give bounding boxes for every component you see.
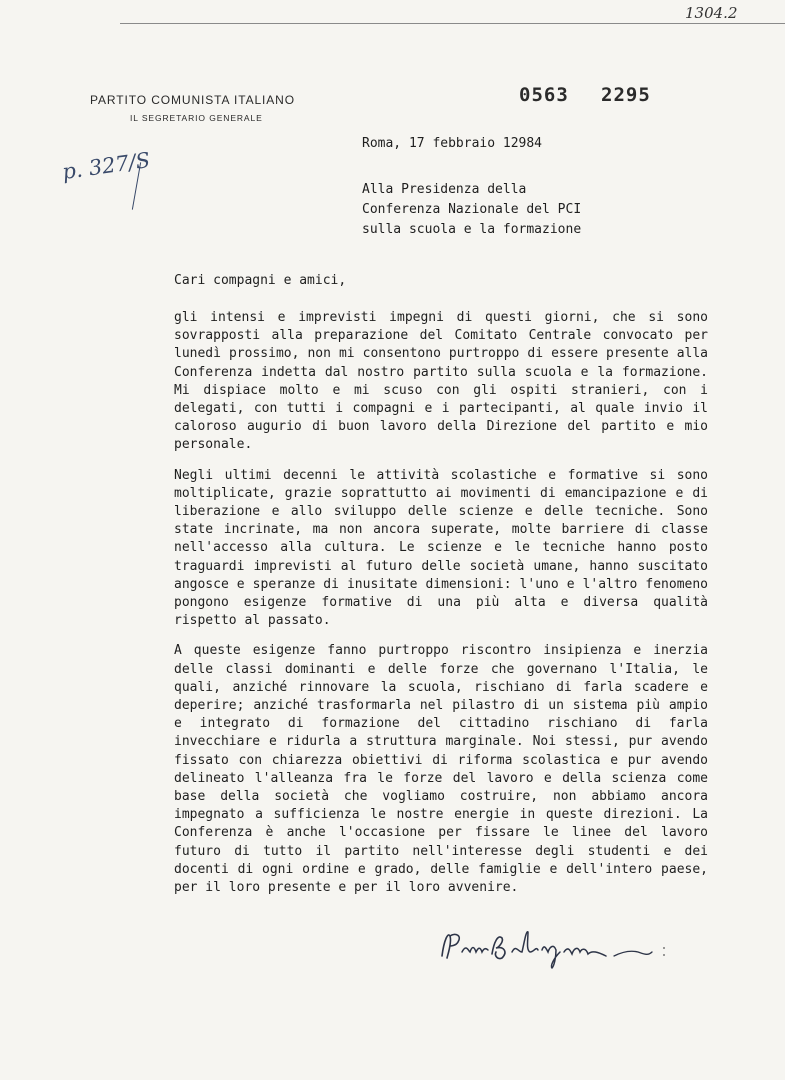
recipient-line: Alla Presidenza della xyxy=(362,182,527,197)
letterhead-organization: PARTITO COMUNISTA ITALIANO xyxy=(90,93,295,107)
salutation: Cari compagni e amici, xyxy=(174,273,347,288)
archive-reference: 1304.2 xyxy=(685,4,738,22)
recipient-line: Conferenza Nazionale del PCI xyxy=(362,202,582,217)
letterhead-role: IL SEGRETARIO GENERALE xyxy=(130,113,263,123)
paragraph: A queste esigenze fanno purtroppo riscontro insipienza e inerzia delle classi dominanti e delle forze che governano l'Italia, le quali, anziché rinnovare la scuola, rischiano di farla scadere e deperire; anziché trasformarla nel pilastro di un sistema più ampio e integrato di formazione del cittadino rischiano di farla invecchiare e ridurla a struttura marginale. Noi stessi, pur avendo fissato con chiarezza obiettivi di riforma scolastica e pur avendo delineato l'alleanza fra le forze del lavoro e della scienza come base della società che vogliamo costruire, non abbiamo ancora impegnato a sufficienza le nostre energie in queste direzioni. La Conferenza è anche l'occasione per fissare le linee del lavoro futuro di tutto il partito nell'interesse degli studenti e dei docenti di ogni ordine e grado, delle famiglie e dell'intero paese, per il loro presente e per il loro avvenire. xyxy=(174,643,708,896)
paragraph: gli intensi e imprevisti impegni di questi giorni, che si sono sovrapposti alla preparazione del Comitato Centrale convocato per lunedì prossimo, non mi consentono purtroppo di essere presente alla Conferenza indetta dal nostro partito sulla scuola e la formazione. Mi dispiace molto e mi scuso con gli ospiti stranieri, con i delegati, con tutti i compagni e i partecipanti, al quale invio il caloroso augurio di buon lavoro della Direzione del partito e mio personale. xyxy=(174,310,708,453)
recipient-block xyxy=(362,180,581,240)
handwritten-margin-note: p. 327/S xyxy=(60,147,152,185)
paragraph: Negli ultimi decenni le attività scolastiche e formative si sono moltiplicate, grazie soprattutto ai movimenti di emancipazione e di liberazione e allo sviluppo delle scienze e delle tecniche. Sono state incrinate, ma non ancora superate, molte barriere di classe nell'accesso alla cultura. Le scienze e le tecniche hanno posto traguardi imprevisti al futuro delle società umane, hanno suscitato angosce e speranze di inusitate dimensioni: l'uno e l'altro fenomeno pongono esigenze formative di una più alta e diversa qualità rispetto al passato. xyxy=(174,467,708,629)
protocol-number-2: 2295 xyxy=(601,84,651,106)
date-line: Roma, 17 febbraio 12984 xyxy=(362,136,543,151)
top-rule xyxy=(120,23,785,24)
handwritten-signature xyxy=(438,922,672,972)
letter-body xyxy=(174,309,708,909)
recipient-line: sulla scuola e la formazione xyxy=(362,222,582,237)
protocol-number-1: 0563 xyxy=(519,84,569,106)
